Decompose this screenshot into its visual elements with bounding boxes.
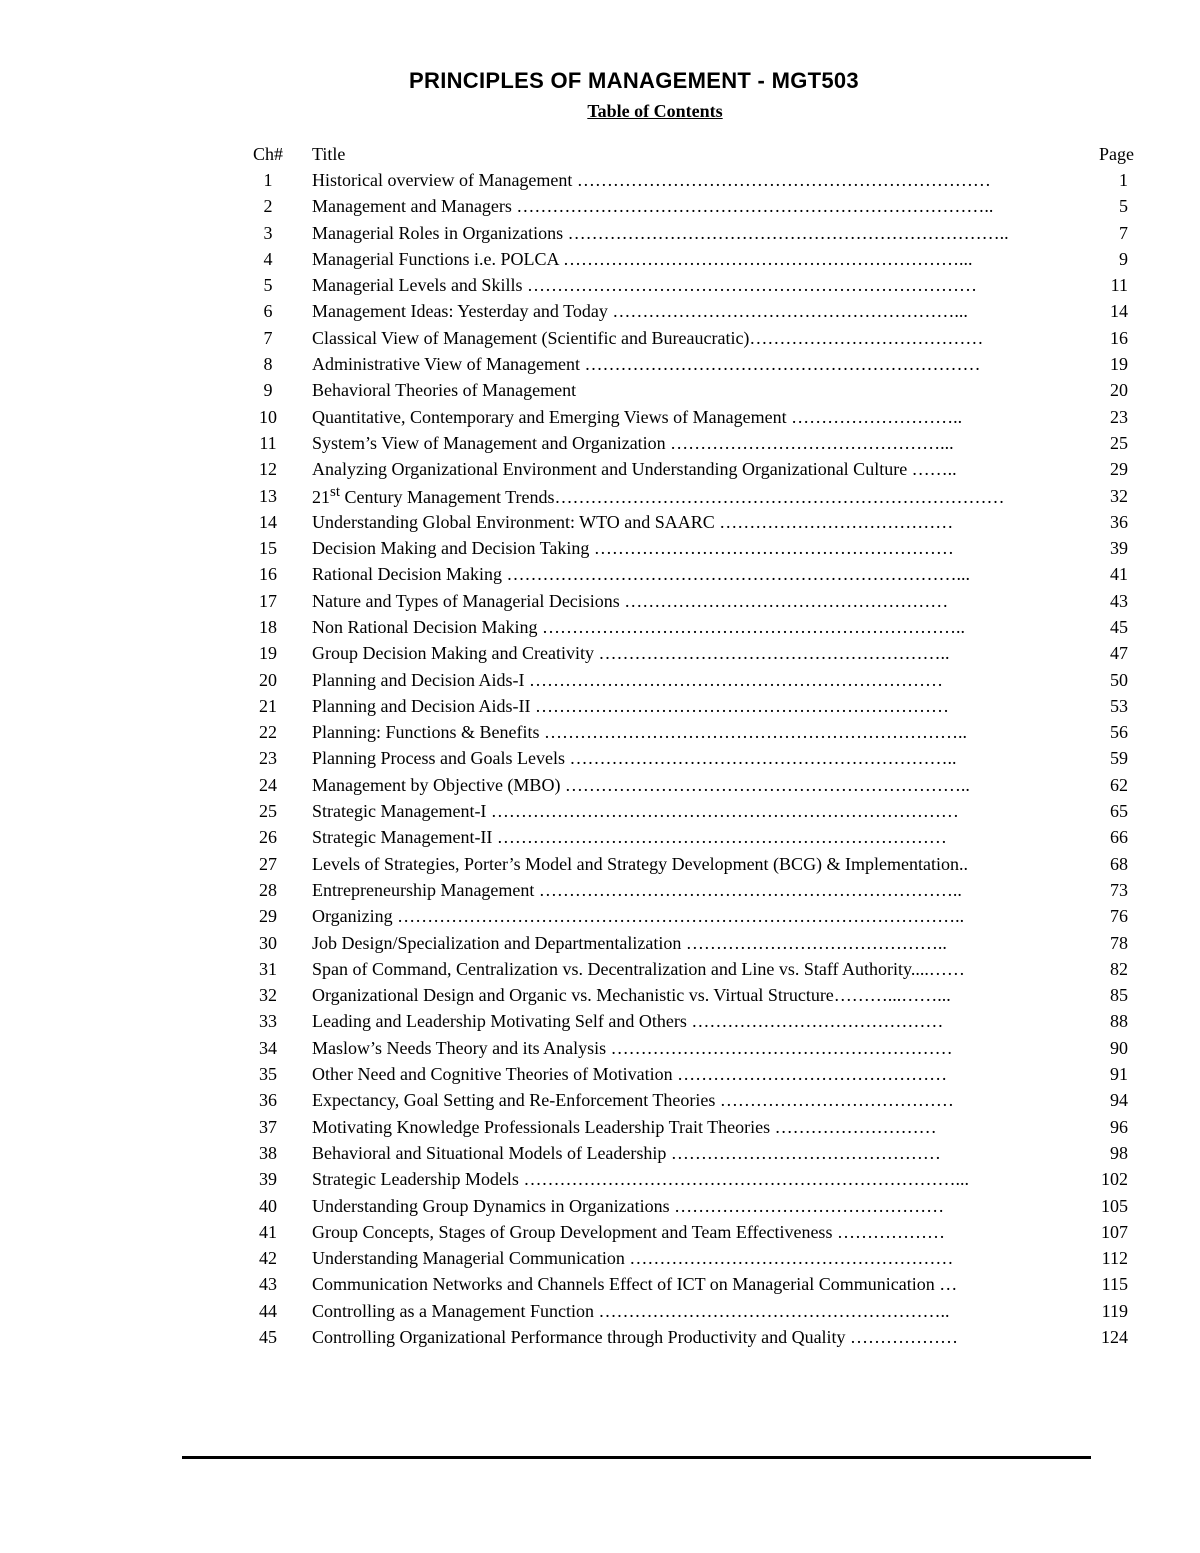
chapter-number: 36: [259, 1090, 277, 1111]
chapter-number: 25: [259, 801, 277, 822]
page-number: 115: [1101, 1274, 1128, 1295]
toc-row: [228, 746, 1138, 772]
page-number: 82: [1110, 958, 1128, 979]
chapter-number: 17: [259, 590, 277, 611]
page-header: Page: [1099, 143, 1134, 164]
toc-row: [228, 404, 1138, 430]
page-number: 94: [1110, 1090, 1128, 1111]
document-title: PRINCIPLES OF MANAGEMENT - MGT503: [409, 68, 859, 93]
chapter-number: 45: [259, 1327, 277, 1347]
chapter-title: Organizational Design and Organic vs. Mechanistic vs. Virtual Structure………...……...: [312, 985, 951, 1006]
toc-row: [228, 1140, 1138, 1166]
toc-row: [228, 535, 1138, 561]
chapter-title: Levels of Strategies, Porter’s Model and Strategy Development (BCG) & Implementation..: [312, 853, 969, 874]
chapter-title-ordinal-suffix: st: [330, 484, 341, 500]
toc-row: [228, 299, 1138, 325]
toc-row: [228, 904, 1138, 930]
chapter-number: 28: [259, 879, 277, 900]
chapter-number: 30: [259, 932, 277, 953]
page-number: 25: [1110, 432, 1128, 453]
chapter-number: 27: [259, 853, 277, 874]
chapter-title: Management and Managers ……………………………………………………………………..: [312, 196, 994, 217]
toc-row: [228, 825, 1138, 851]
chapter-title: Understanding Managerial Communication ………………………………………………: [312, 1248, 954, 1269]
chapter-number: 39: [259, 1169, 277, 1190]
footer-rule: [182, 1456, 1091, 1459]
toc-row: [228, 1219, 1138, 1245]
page-number: 11: [1110, 275, 1128, 296]
chapter-title: Managerial Levels and Skills …………………………………………………………………: [312, 275, 977, 296]
page-number: 59: [1110, 748, 1128, 769]
chapter-title: [312, 484, 1072, 508]
chapter-title: Span of Command, Centralization vs. Decentralization and Line vs. Staff Authority....……: [312, 958, 965, 979]
page-number: 19: [1110, 354, 1128, 375]
page-number: 102: [1101, 1169, 1128, 1190]
toc-row: [228, 1114, 1138, 1140]
chapter-number: 33: [259, 1011, 277, 1032]
chapter-title: Planning and Decision Aids-II ……………………………………………………………: [312, 695, 949, 716]
toc-row: [228, 509, 1138, 535]
chapter-number: 32: [259, 985, 277, 1006]
page-number: 29: [1110, 459, 1128, 480]
chapter-number: 2: [263, 196, 273, 217]
toc-row: [228, 430, 1138, 456]
chapter-number: 16: [259, 564, 277, 585]
chapter-number: 21: [259, 695, 277, 716]
toc-row: [228, 614, 1138, 640]
chapter-title: Controlling as a Management Function …………………………………………………..: [312, 1300, 950, 1321]
toc-row: [228, 1272, 1138, 1298]
toc-row: [228, 772, 1138, 798]
page-number: 66: [1110, 827, 1128, 848]
toc-heading: Table of Contents: [587, 101, 723, 121]
chapter-number: 23: [259, 748, 277, 769]
chapter-number: 26: [259, 827, 277, 848]
toc-row: [228, 693, 1138, 719]
chapter-number: 4: [263, 248, 273, 269]
chapter-title: Behavioral and Situational Models of Leadership ………………………………………: [312, 1142, 941, 1163]
page-number: 90: [1110, 1037, 1128, 1058]
chapter-number: 31: [259, 958, 277, 979]
chapter-title: Organizing …………………………………………………………………………………..: [312, 906, 965, 927]
page-number: 96: [1110, 1116, 1128, 1137]
chapter-number: 20: [259, 669, 277, 690]
chapter-number: 8: [263, 354, 273, 375]
toc-row: [228, 1061, 1138, 1087]
toc-row: [228, 1193, 1138, 1219]
chapter-title: Non Rational Decision Making ……………………………………………………………..: [312, 616, 965, 637]
chapter-title: Strategic Management-I ……………………………………………………………………: [312, 801, 959, 822]
page-number: 88: [1110, 1011, 1128, 1032]
page-number: 14: [1110, 301, 1128, 322]
page-number: 85: [1110, 985, 1128, 1006]
toc-row: [228, 720, 1138, 746]
chapter-title: Quantitative, Contemporary and Emerging Views of Management ………………………..: [312, 406, 963, 427]
page-number: 98: [1110, 1142, 1128, 1163]
chapter-title: Strategic Leadership Models ………………………………………………………………...: [312, 1169, 969, 1190]
chapter-title: System’s View of Management and Organization ………………………………………...: [312, 432, 954, 453]
page-number: 119: [1101, 1300, 1128, 1321]
chapter-title: Analyzing Organizational Environment and Understanding Organizational Culture ……..: [312, 459, 957, 480]
toc-row: [228, 378, 1138, 404]
page-number: 76: [1110, 906, 1128, 927]
page-number: 107: [1101, 1221, 1128, 1242]
chapter-number: 6: [263, 301, 273, 322]
toc-row: [228, 641, 1138, 667]
page-number: 112: [1101, 1248, 1128, 1269]
chapter-title: Managerial Functions i.e. POLCA …………………………………………………………...: [312, 248, 973, 269]
chapter-number: 41: [259, 1221, 277, 1242]
page-number: 105: [1101, 1195, 1128, 1216]
chapter-title: Decision Making and Decision Taking ……………………………………………………: [312, 538, 954, 559]
chapter-number: 35: [259, 1064, 277, 1085]
toc-row: [228, 983, 1138, 1009]
page-number: 43: [1110, 590, 1128, 611]
chapter-title: Managerial Roles in Organizations ………………………………………………………………..: [312, 222, 1009, 243]
chapter-number: 38: [259, 1142, 277, 1163]
chapter-title: Classical View of Management (Scientific and Bureaucratic)…………………………………: [312, 327, 984, 348]
page-number: 47: [1110, 643, 1128, 664]
chapter-title: Management Ideas: Yesterday and Today …………………………………………………...: [312, 301, 968, 322]
toc-row: [228, 851, 1138, 877]
page-number: 45: [1110, 616, 1128, 637]
chapter-number: 42: [259, 1248, 277, 1269]
toc-row: [228, 483, 1138, 509]
chapter-number: 5: [263, 275, 273, 296]
chapter-number: 37: [259, 1116, 277, 1137]
page-number: 39: [1110, 538, 1128, 559]
chapter-number: 29: [259, 906, 277, 927]
page-number: 53: [1110, 695, 1128, 716]
chapter-title: Expectancy, Goal Setting and Re-Enforcement Theories …………………………………: [312, 1090, 954, 1111]
chapter-title-ordinal: 21: [312, 487, 330, 507]
page-number: 56: [1110, 722, 1128, 743]
chapter-title: Management by Objective (MBO) …………………………………………………………..: [312, 774, 970, 795]
chapter-title: Rational Decision Making …………………………………………………………………...: [312, 564, 970, 585]
chapter-number: 18: [259, 616, 277, 637]
chapter-title: Job Design/Specialization and Departmentalization ……………………………………..: [312, 932, 947, 953]
chapter-number: 43: [259, 1274, 277, 1295]
chapter-number: 24: [259, 774, 277, 795]
chapter-title: Planning: Functions & Benefits ……………………………………………………………..: [312, 722, 967, 743]
toc-row: [228, 930, 1138, 956]
page-number: 41: [1110, 564, 1128, 585]
chapter-number: 34: [259, 1037, 277, 1058]
table-of-contents: [228, 141, 1138, 1351]
toc-row: [228, 167, 1138, 193]
page-number: 65: [1110, 801, 1128, 822]
chapter-number: 7: [263, 327, 273, 348]
toc-row: [228, 351, 1138, 377]
chapter-title: Strategic Management-II …………………………………………………………………: [312, 827, 947, 848]
chapter-title: Group Concepts, Stages of Group Development and Team Effectiveness ………………: [312, 1221, 945, 1242]
toc-row: [228, 1088, 1138, 1114]
page-number: 9: [1119, 248, 1128, 269]
chapter-title: Planning Process and Goals Levels ………………………………………………………..: [312, 748, 957, 769]
toc-row: [228, 457, 1138, 483]
chapter-title: Maslow’s Needs Theory and its Analysis …………………………………………………: [312, 1037, 953, 1058]
toc-row: [228, 1167, 1138, 1193]
chapter-number: 9: [263, 380, 273, 401]
chapter-title: Nature and Types of Managerial Decisions ………………………………………………: [312, 590, 949, 611]
chapter-number: 14: [259, 511, 277, 532]
chapter-number: 15: [259, 538, 277, 559]
toc-rows: [228, 167, 1138, 1350]
chapter-title: Group Decision Making and Creativity …………………………………………………..: [312, 643, 950, 664]
chapter-title: Motivating Knowledge Professionals Leadership Trait Theories ………………………: [312, 1116, 937, 1137]
page-number: 50: [1110, 669, 1128, 690]
page-number: 73: [1110, 879, 1128, 900]
toc-row: [228, 588, 1138, 614]
page-number: 7: [1119, 222, 1128, 243]
toc-row: [228, 1245, 1138, 1271]
chapter-title-text: Century Management Trends…………………………………………………………………: [340, 487, 1005, 507]
chapter-number: 1: [263, 169, 273, 190]
chapter-number: 12: [259, 459, 277, 480]
toc-row: [228, 877, 1138, 903]
toc-row: [228, 220, 1138, 246]
chapter-title: Communication Networks and Channels Effect of ICT on Managerial Communication …: [312, 1274, 958, 1295]
page-number: 68: [1110, 853, 1128, 874]
toc-row: [228, 1298, 1138, 1324]
page-number: 16: [1110, 327, 1128, 348]
page-number: 1: [1119, 169, 1128, 190]
toc-header-row: [228, 141, 1138, 167]
chapter-number: 19: [259, 643, 277, 664]
chapter-title: Understanding Global Environment: WTO and SAARC …………………………………: [312, 511, 954, 532]
toc-row: [228, 956, 1138, 982]
chapter-title: Behavioral Theories of Management: [312, 380, 577, 401]
page-number: 5: [1119, 196, 1128, 217]
page-number: 91: [1110, 1064, 1128, 1085]
chapter-number: 13: [259, 485, 277, 506]
page-number: 32: [1110, 485, 1128, 506]
toc-row: [228, 1324, 1138, 1350]
chapter-title: Understanding Group Dynamics in Organizations ………………………………………: [312, 1195, 945, 1216]
chapter-title: Administrative View of Management …………………………………………………………: [312, 354, 981, 375]
toc-row: [228, 798, 1138, 824]
page-number: 78: [1110, 932, 1128, 953]
page-number: 23: [1110, 406, 1128, 427]
chapter-number: 40: [259, 1195, 277, 1216]
chapter-number: 3: [263, 222, 273, 243]
chapter-title: Other Need and Cognitive Theories of Motivation ………………………………………: [312, 1064, 948, 1085]
title-header: Title: [312, 143, 346, 164]
chapter-title: Controlling Organizational Performance through Productivity and Quality ………………: [312, 1327, 959, 1347]
toc-row: [228, 194, 1138, 220]
chapter-number: 11: [259, 432, 277, 453]
page-number: 62: [1110, 774, 1128, 795]
page-number: 20: [1110, 380, 1128, 401]
chapter-title: Historical overview of Management ……………………………………………………………: [312, 169, 991, 190]
toc-row: [228, 1035, 1138, 1061]
chapter-number-header: Ch#: [252, 143, 283, 164]
toc-row: [228, 246, 1138, 272]
chapter-number: 10: [259, 406, 277, 427]
toc-row: [228, 325, 1138, 351]
toc-row: [228, 1009, 1138, 1035]
chapter-number: 44: [259, 1300, 277, 1321]
chapter-title: Leading and Leadership Motivating Self and Others ……………………………………: [312, 1011, 944, 1032]
toc-row: [228, 667, 1138, 693]
page-number: 124: [1101, 1327, 1128, 1347]
chapter-number: 22: [259, 722, 277, 743]
toc-row: [228, 562, 1138, 588]
chapter-title: Planning and Decision Aids-I ……………………………………………………………: [312, 669, 943, 690]
page-number: 36: [1110, 511, 1128, 532]
chapter-title: Entrepreneurship Management ……………………………………………………………..: [312, 879, 962, 900]
toc-row: [228, 272, 1138, 298]
